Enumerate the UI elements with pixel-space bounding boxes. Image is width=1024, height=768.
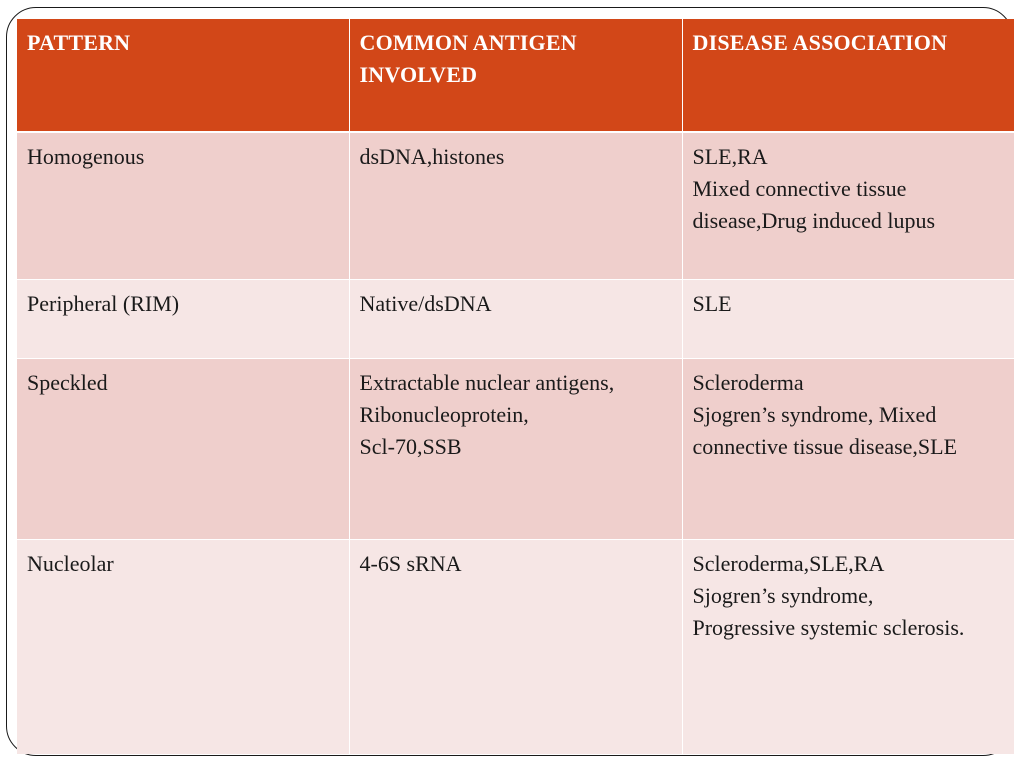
header-common-antigen: COMMON ANTIGEN INVOLVED: [349, 19, 682, 132]
cell-antigen: dsDNA,histones: [349, 132, 682, 279]
table-row: [17, 132, 1014, 279]
table-header-row: [17, 19, 1014, 132]
table-row: [17, 358, 1014, 539]
table-row: [17, 539, 1014, 754]
cell-pattern: Nucleolar: [17, 539, 349, 754]
antigen-pattern-table: [17, 19, 1014, 754]
cell-pattern: Peripheral (RIM): [17, 279, 349, 358]
header-pattern: PATTERN: [17, 19, 349, 132]
cell-disease: Scleroderma,SLE,RA Sjogren’s syndrome, Progressive systemic sclerosis.: [682, 539, 1014, 754]
cell-disease: Scleroderma Sjogren’s syndrome, Mixed connective tissue disease,SLE: [682, 358, 1014, 539]
cell-pattern: Speckled: [17, 358, 349, 539]
header-disease-association: DISEASE ASSOCIATION: [682, 19, 1014, 132]
cell-antigen: Extractable nuclear antigens, Ribonucleoprotein, Scl-70,SSB: [349, 358, 682, 539]
cell-pattern: Homogenous: [17, 132, 349, 279]
cell-disease: SLE,RA Mixed connective tissue disease,Drug induced lupus: [682, 132, 1014, 279]
cell-disease: SLE: [682, 279, 1014, 358]
table-row: [17, 279, 1014, 358]
cell-antigen: 4-6S sRNA: [349, 539, 682, 754]
cell-antigen: Native/dsDNA: [349, 279, 682, 358]
